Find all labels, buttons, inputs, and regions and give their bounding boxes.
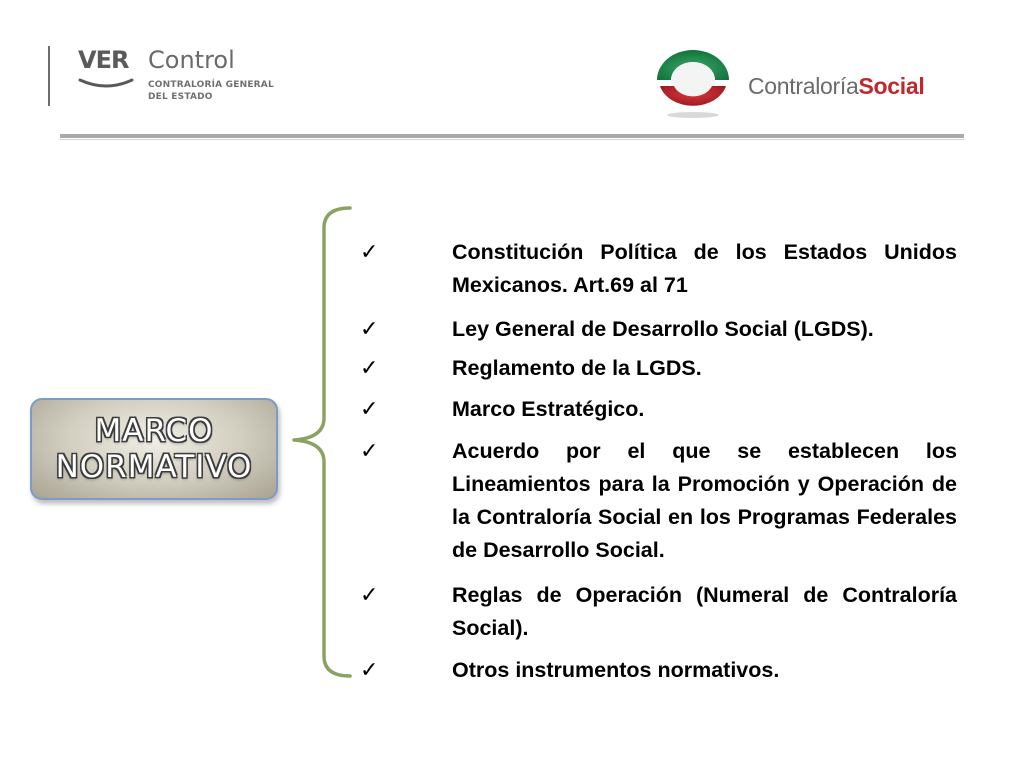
ver-logo-subtitle-2: DEL ESTADO — [148, 92, 213, 102]
list-item-text: Ley General de Desarrollo Social (LGDS). — [452, 317, 874, 341]
list-item-text: Reglamento de la LGDS. — [452, 356, 702, 380]
box-title-line2: NORMATIVO — [55, 449, 253, 485]
cs-name-part1: Contraloría — [748, 73, 859, 99]
check-icon: ✓ — [360, 397, 379, 422]
ver-logo-subtitle-1: CONTRALORÍA GENERAL — [148, 80, 274, 90]
check-icon: ✓ — [360, 356, 379, 381]
check-icon: ✓ — [360, 240, 379, 265]
box-title-line1: MARCO — [94, 413, 214, 449]
contraloria-social-emblem-icon — [652, 46, 734, 120]
check-icon: ✓ — [360, 658, 379, 683]
cs-name-part2: Social — [858, 73, 925, 99]
ver-logo-mark: VER — [78, 46, 129, 74]
header-rule-shadow — [60, 139, 964, 140]
header-rule — [60, 134, 964, 138]
check-icon: ✓ — [360, 317, 379, 342]
list-item-text: Constitución Política de los Estados Unidos Mexicanos. Art.69 al 71 — [452, 240, 957, 297]
ver-logo-control: Control — [148, 46, 235, 74]
list-item-text: Reglas de Operación (Numeral de Contraloría Social). — [452, 583, 957, 640]
ver-control-logo — [78, 46, 278, 116]
check-icon: ✓ — [360, 439, 379, 464]
ver-swoosh-icon — [78, 76, 134, 90]
curly-bracket-icon — [290, 200, 360, 680]
contraloria-social-wordmark — [748, 72, 924, 100]
list-item-text: Otros instrumentos normativos. — [452, 658, 780, 682]
check-icon: ✓ — [360, 583, 379, 608]
list-item-text: Marco Estratégico. — [452, 397, 645, 421]
header-divider-bar — [48, 46, 50, 106]
marco-normativo-box — [30, 398, 278, 500]
list-item-text: Acuerdo por el que se establecen los Lineamientos para la Promoción y Operación de la Contraloría Social en los Programas Federales de Desarrollo Social. — [452, 439, 957, 562]
